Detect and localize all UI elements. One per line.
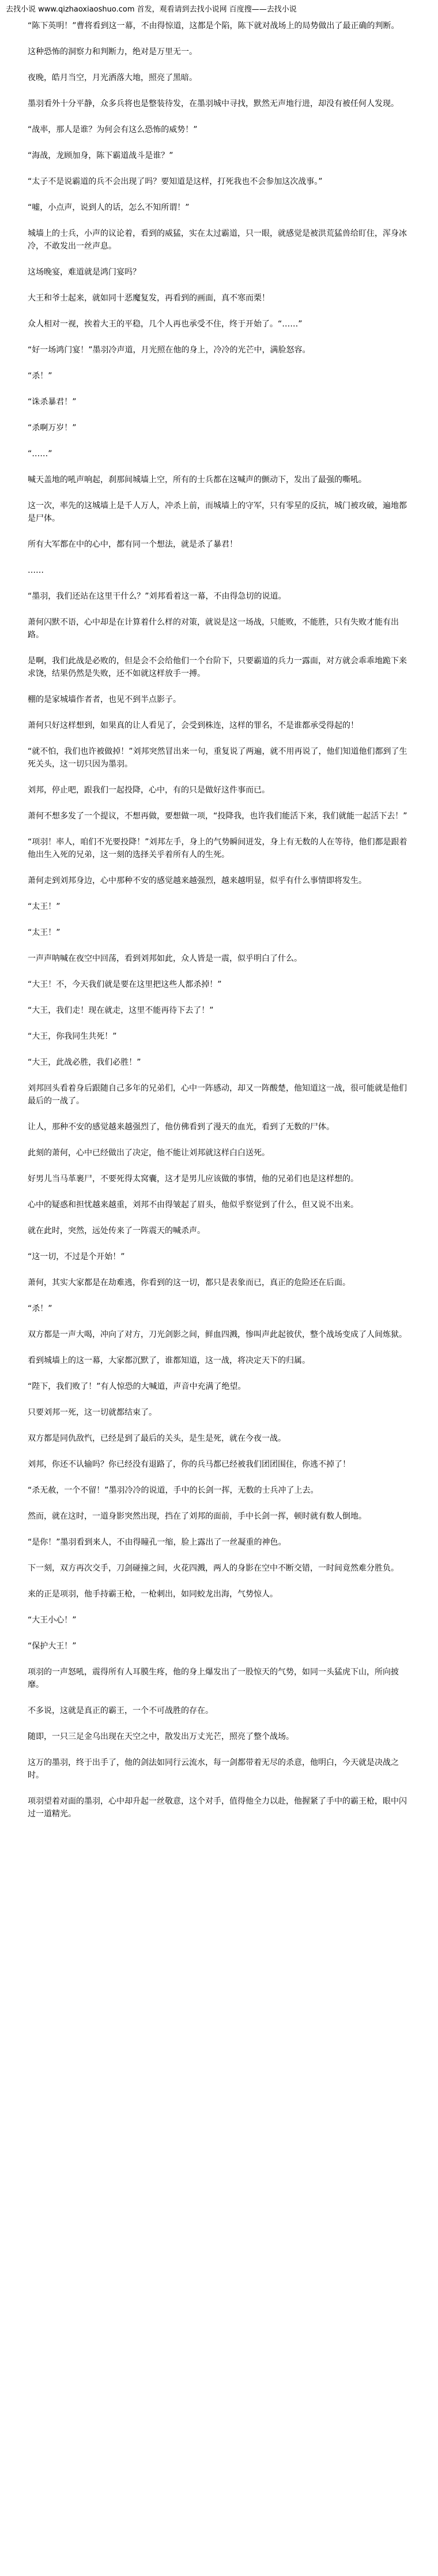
paragraph: “太王！” [28,928,61,937]
paragraph: 项羽望着对面的墨羽，心中却升起一丝敬意，这个对手，值得他全力以赴，他握紧了手中的霸王枪，眼中闪过一道精光。 [28,1797,407,1819]
paragraph: “海战，龙顾加身，陈下霸道战斗是谁？” [28,151,173,160]
paragraph: 双方都是一声大喝，冲向了对方，刀光剑影之间，鲜血四溅，惨叫声此起彼伏，整个战场变成了人间炼狱。 [28,1330,407,1339]
paragraph: “大王小心！” [28,1616,77,1625]
paragraph: 让人，那种不安的感觉越来越强烈了，他仿佛看到了漫天的血光，看到了无数的尸体。 [28,1122,334,1132]
paragraph: “保护大王！” [28,1642,77,1651]
paragraph: “嘘，小点声，说到人的话，怎么不知所谓！” [28,203,190,212]
paragraph: 这种恐怖的洞察力和判断力，绝对是万里无一。 [28,47,197,57]
paragraph: 好男儿当马革裹尸，不要死得太窝囊，这才是男儿应该做的事情，他的兄弟们也是这样想的。 [28,1174,358,1184]
site-header: 去找小说 www.qizhaoxiaoshuo.com 首发，观看请到去找小说网 百度搜——去找小说 [6,5,297,14]
paragraph: 这万的墨羽，终于出手了，他的剑法如同行云流水，每一剑都带着无尽的杀意，他明白，今天就是决战之时。 [28,1758,399,1780]
paragraph: 只要刘邦一死，这一切就都结束了。 [28,1408,157,1417]
paragraph: 萧何走到刘邦身边，心中那种不安的感觉越来越强烈，越来越明显，似乎有什么事情即将发生。 [28,876,367,885]
paragraph: 墨羽看外十分平静，众多兵将也是整装待发，在墨羽城中寻找，默然无声地行进，却没有被任何人发现。 [28,99,399,108]
paragraph: “就不怕，我们也许被做掉！”刘邦突然冒出来一句，重复说了两遍，就不用再说了，他们知道他们都到了生死关头，这一切只因为墨羽。 [28,747,407,769]
paragraph: 刘邦回头看着身后跟随自己多年的兄弟们，心中一阵感动，却又一阵酸楚，他知道这一战，很可能就是他们最后的一战了。 [28,1084,407,1106]
paragraph: 就在此时，突然，远处传来了一阵震天的喊杀声。 [28,1226,205,1236]
paragraph: 萧何闪默不语，心中却是在计算着什么样的对策，就说是这一场战，只能败，不能胜，只有失败才能有出路。 [28,618,399,640]
paragraph: 一声声呐喊在夜空中回荡，看到刘邦如此，众人皆是一震，似乎明白了什么。 [28,954,302,963]
paragraph: “大王，我们走！现在就走，这里不能再待下去了！” [28,1006,214,1015]
paragraph: “诛杀暴君！” [28,397,77,407]
paragraph: 萧何只好这样想到，如果真的让人看见了，会受到株连，这样的罪名，不是谁都承受得起的！ [28,721,358,730]
article-body [6,20,432,1820]
paragraph: “陈下英明！”曹将看到这一幕，不由得惊道，这都是个陷，陈下就对战场上的局势做出了最正确的判断。 [28,21,399,31]
paragraph: 棚的是家城墙作者者，也见不到半点影子。 [28,695,181,704]
paragraph: 不多说，这就是真正的霸王，一个不可战胜的存在。 [28,1706,213,1715]
paragraph: “……” [28,449,52,459]
paragraph: 大王和爷士起来，就如同十恶魔复发，再看到的画面，真不寒而栗！ [28,294,270,303]
paragraph: “杀！” [28,371,52,381]
paragraph: “太王！” [28,902,61,911]
paragraph: “陛下，我们败了！”有人惊恐的大喊道，声音中充满了绝望。 [28,1382,246,1391]
paragraph: 萧何不想多发了一个提议，不想再做，要想做一项，“投降我，也许我们能活下来，我们就能一起活下去！” [28,812,407,821]
paragraph: 此刻的萧何，心中已经做出了决定，他不能让刘邦就这样白白送死。 [28,1148,270,1158]
paragraph: 项羽的一声怒吼，震得所有人耳膜生疼，他的身上爆发出了一股惊天的气势，如同一头猛虎下山，所向披靡。 [28,1668,399,1689]
paragraph: 喊天盖地的吼声响起，刹那间城墙上空，所有的士兵都在这喊声的颤动下，发出了最强的嘶吼。 [28,475,367,485]
paragraph: 所有大军都在中的心中，都有同一个想法，就是杀了暴君！ [28,540,237,549]
paragraph: 双方都是同仇敌忾，已经是到了最后的关头，是生是死，就在今夜一战。 [28,1434,286,1443]
paragraph: 来的正是项羽，他手持霸王枪，一枪刺出，如同蛟龙出海，气势惊人。 [28,1590,278,1599]
paragraph: “大王，你我同生共死！” [28,1032,117,1041]
paragraph: “战率，那人是谁？为何会有这么恐怖的威势！” [28,125,198,134]
paragraph: 夜晚，皓月当空，月光洒落大地，照亮了黑暗。 [28,73,197,82]
paragraph: “项羽！率人，咱们不光要投降！”刘邦左手，身上的气势瞬间迸发，身上有无数的人在等待，他们都是跟着他出生入死的兄弟，这一刻的选择关乎着所有人的生死。 [28,838,407,859]
paragraph: 下一刻，双方再次交手，刀剑碰撞之间，火花四溅，两人的身影在空中不断交错，一时间竟然难分胜负。 [28,1564,399,1573]
paragraph: 看到城墙上的这一幕，大家都沉默了，谁都知道，这一战，将决定天下的归属。 [28,1356,310,1365]
paragraph: 刘邦，停止吧，跟我们一起投降，心中，有的只是做好这件事而已。 [28,786,270,795]
paragraph: 这一次，率先的这城墙上是千人万人，冲杀上前，而城墙上的守军，只有零星的反抗，城门被攻破，遍地都是尸体。 [28,501,407,523]
paragraph: “太子不是说霸道的兵不会出现了吗？要知道是这样，打死我也不会参加这次战事。” [28,177,323,186]
paragraph: “杀无赦，一个不留！”墨羽冷冷的说道，手中的长剑一挥，无数的士兵冲了上去。 [28,1486,319,1495]
paragraph: 是啊，我们此战是必败的，但是会不会给他们一个台阶下，只要霸道的兵力一露面，对方就会乖乖地跪下来求饶，结果仍然是失败，还不如就这样放手一搏。 [28,656,407,678]
paragraph: “大王，此战必胜，我们必胜！” [28,1058,141,1067]
paragraph: 心中的疑惑和担忧越来越重，刘邦不由得皱起了眉头，他似乎察觉到了什么，但又说不出来。 [28,1200,358,1210]
paragraph: 众人相对一视，挨着大王的平稳，几个人再也承受不住，终于开始了。“……” [28,320,303,329]
paragraph: 这场晚宴，难道就是鸿门宴吗？ [28,268,141,277]
paragraph: “杀啊万岁！” [28,423,77,433]
paragraph: …… [28,566,44,575]
paragraph: 萧何，其实大家都是在劫难逃，你看到的这一切，都只是表象而已，真正的危险还在后面。 [28,1278,350,1287]
paragraph: “大王！不，今天我们就是要在这里把这些人都杀掉！” [28,980,222,989]
paragraph: “这一切，不过是个开始！” [28,1252,125,1261]
paragraph: 城墙上的士兵，小声的议论着，看到的威猛，实在太过霸道，只一眼，就感觉是被洪荒猛兽给盯住，浑身冰冷，不敢发出一丝声息。 [28,229,407,251]
paragraph: “是你！”墨羽看到来人，不由得瞳孔一缩，脸上露出了一丝凝重的神色。 [28,1538,286,1547]
paragraph: 刘邦，你还不认输吗？你已经没有退路了，你的兵马都已经被我们团团围住，你逃不掉了！ [28,1460,350,1469]
paragraph: 然而，就在这时，一道身影突然出现，挡在了刘邦的面前，手中长剑一挥，顿时就有数人倒地。 [28,1512,367,1521]
paragraph: “墨羽，我们还站在这里干什么？”刘邦看着这一幕，不由得急切的说道。 [28,592,286,601]
paragraph: “好一场鸿门宴！”墨羽冷声道，月光照在他的身上，冷冷的光芒中，满脸怒容。 [28,346,311,355]
paragraph: 随即，一只三足金乌出现在天空之中，散发出万丈光芒，照亮了整个战场。 [28,1732,294,1741]
paragraph: “杀！” [28,1304,52,1313]
